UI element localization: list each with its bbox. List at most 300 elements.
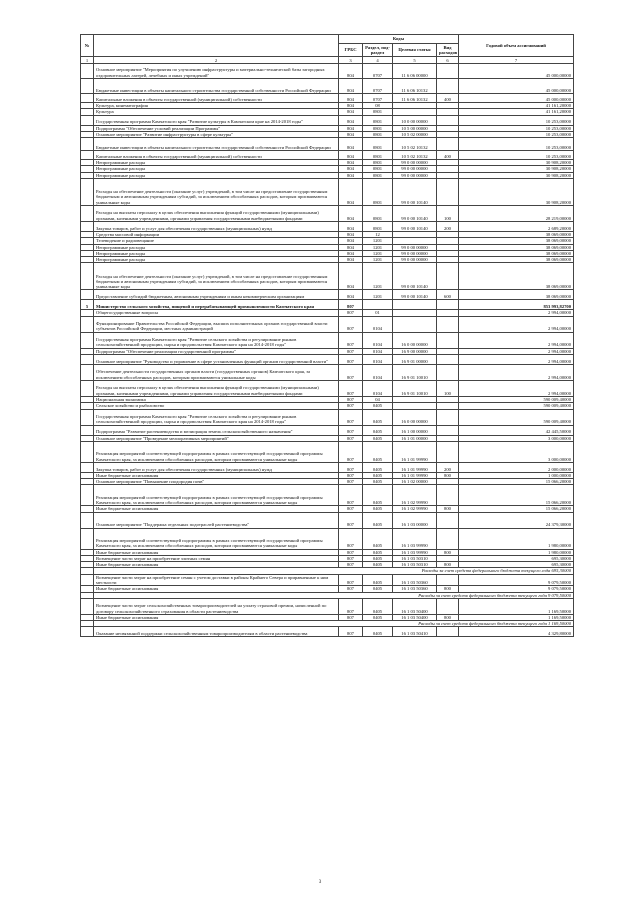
row-target-article: 10 5 02 10132 (393, 138, 437, 151)
table-row (81, 332, 574, 348)
row-section: 0801 (363, 138, 393, 151)
row-amount: 695,30000 (459, 562, 574, 568)
row-target-article: 99 0 00 00000 (393, 244, 437, 250)
table-row (81, 290, 574, 300)
header-expense-type: Вид расходов (437, 44, 459, 57)
row-target-article: 16 1 03 00000 (393, 512, 437, 528)
row-grbs: 807 (339, 627, 363, 637)
row-grbs: 804 (339, 244, 363, 250)
row-name: Государственная программа Камчатского края "Развитие культуры в Камчатском крае на 2014-2018 годы" (94, 115, 339, 125)
row-expense-type: 600 (437, 290, 459, 300)
row-amount: 1 980,00000 (459, 549, 574, 555)
row-number (81, 574, 94, 586)
row-section: 0707 (363, 79, 393, 94)
row-grbs: 807 (339, 586, 363, 592)
row-target-article: 99 0 00 10140 (393, 263, 437, 290)
row-amount: 1 169,50000 (459, 614, 574, 620)
row-section: 0405 (363, 627, 393, 637)
row-target-article: 11 6 06 10132 (393, 94, 437, 103)
header-codes: Коды (339, 35, 459, 44)
row-section: 0405 (363, 586, 393, 592)
row-grbs: 807 (339, 512, 363, 528)
table-row (81, 205, 574, 221)
row-number (81, 409, 94, 425)
header-section: Раздел, под-раздел (363, 44, 393, 57)
row-target-article: 16 1 01 99990 (393, 441, 437, 462)
row-amount: 28 219,00000 (459, 205, 574, 221)
row-target-article: 16 1 03 50310 (393, 555, 437, 561)
row-expense-type (437, 598, 459, 614)
row-expense-type: 400 (437, 94, 459, 103)
row-target-article: 11 6 06 00000 (393, 64, 437, 79)
row-section: 0405 (363, 409, 393, 425)
row-grbs: 804 (339, 64, 363, 79)
row-amount: 15 066,20000 (459, 479, 574, 485)
row-grbs: 804 (339, 231, 363, 237)
row-number (81, 364, 94, 380)
row-expense-type (437, 409, 459, 425)
row-section: 0104 (363, 332, 393, 348)
row-expense-type: 800 (437, 614, 459, 620)
row-target-article: 99 0 00 10140 (393, 221, 437, 231)
row-name: Иные бюджетные ассигнования (94, 549, 339, 555)
row-section: 0707 (363, 64, 393, 79)
header-target-article: Целевая статья (393, 44, 437, 57)
row-amount: 38 069,00000 (459, 238, 574, 244)
row-target-article: 99 0 00 00000 (393, 166, 437, 172)
row-grbs: 804 (339, 221, 363, 231)
table-body (81, 64, 574, 637)
row-expense-type (437, 263, 459, 290)
row-grbs: 807 (339, 348, 363, 354)
row-grbs: 804 (339, 125, 363, 131)
row-name: Непрограммные расходы (94, 244, 339, 250)
row-section: 0104 (363, 364, 393, 380)
row-name: Основное мероприятие "Проведение мелиоративных мероприятий" (94, 435, 339, 441)
row-target-article (393, 300, 437, 310)
row-expense-type (437, 354, 459, 364)
federal-budget-note: Расходы за счет средств федерального бюджета текущего года 9 079,50000 (94, 592, 574, 598)
row-grbs: 807 (339, 562, 363, 568)
row-target-article: 10 0 00 00000 (393, 115, 437, 125)
row-section: 1201 (363, 250, 393, 256)
row-expense-type: 800 (437, 586, 459, 592)
row-expense-type (437, 64, 459, 79)
row-amount: 24 379,30000 (459, 512, 574, 528)
row-amount: 10 253,00000 (459, 151, 574, 160)
row-amount: 2 994,00000 (459, 332, 574, 348)
row-number (81, 115, 94, 125)
row-name: Бюджетные инвестиции в объекты капитального строительства государственной собственности Российской Федерации (94, 79, 339, 94)
table-row (81, 598, 574, 614)
table-row (81, 300, 574, 310)
row-name: Непрограммные расходы (94, 166, 339, 172)
row-amount: 2 689,20000 (459, 221, 574, 231)
row-name: Расходы на выплаты персоналу в целях обеспечения выполнения функций государственными (муниципальными) органами, казенными учреждениями, органами управления государственными внебюджетными фондами (94, 380, 339, 396)
column-index: 2 (94, 57, 339, 64)
row-expense-type (437, 528, 459, 549)
row-section: 04 (363, 396, 393, 402)
row-amount: 1 169,50000 (459, 598, 574, 614)
row-section: 08 (363, 103, 393, 109)
column-index: 3 (339, 57, 363, 64)
row-amount: 41 161,20000 (459, 109, 574, 115)
table-row (81, 151, 574, 160)
row-number (81, 627, 94, 637)
row-number (81, 138, 94, 151)
row-grbs: 804 (339, 263, 363, 290)
column-index: 5 (393, 57, 437, 64)
row-target-article: 16 1 03 50310 (393, 562, 437, 568)
row-amount: 590 009,40000 (459, 409, 574, 425)
row-amount: 45 000,00000 (459, 64, 574, 79)
row-amount: 2 994,00000 (459, 316, 574, 332)
row-amount: 695,30000 (459, 555, 574, 561)
column-index: 6 (437, 57, 459, 64)
row-name: Обеспечение деятельности государственных органов власти (государственных органов) Камчатского края, за исключением обособленных расходов, которым присваиваются уникальные коды (94, 364, 339, 380)
row-name: Бюджетные инвестиции в объекты капитального строительства государственной собственности Российской Федерации (94, 138, 339, 151)
row-target-article: 16 9 01 10010 (393, 364, 437, 380)
row-target-article: 16 1 03 50410 (393, 627, 437, 637)
row-grbs: 804 (339, 166, 363, 172)
row-grbs: 804 (339, 250, 363, 256)
row-name: Основное мероприятие "Поддержка отдельных подотраслей растениеводства" (94, 512, 339, 528)
table-row (81, 462, 574, 472)
row-number (81, 64, 94, 79)
table-row (81, 115, 574, 125)
row-amount: 42 445,50000 (459, 425, 574, 435)
row-name: Возмещение части затрат на приобретение семян с учетом доставки в районы Крайнего Севера и приравненные к ним местности (94, 574, 339, 586)
row-amount: 4 329,80000 (459, 627, 574, 637)
row-grbs: 807 (339, 485, 363, 506)
row-section: 1201 (363, 263, 393, 290)
table-row (81, 574, 574, 586)
row-target-article: 16 1 01 99990 (393, 472, 437, 478)
row-grbs: 807 (339, 614, 363, 620)
row-name: Реализация мероприятий соответствующей подпрограммы в рамках соответствующей государственной программы Камчатского края, за исключением обособленных расходов, которым присваиваются уникальные коды (94, 441, 339, 462)
row-grbs: 804 (339, 205, 363, 221)
row-name: Расходы на обеспечение деятельности (оказание услуг) учреждений, в том числе на предоставление государственным бюджетным и автономным учреждениям субсидий, за исключением обособленных расходов, которым присваиваются уникальные коды (94, 178, 339, 205)
row-number (81, 425, 94, 435)
row-grbs: 807 (339, 425, 363, 435)
row-name: Подпрограмма "Обеспечение условий реализации Программы" (94, 125, 339, 131)
row-expense-type: 800 (437, 472, 459, 478)
row-expense-type: 100 (437, 380, 459, 396)
row-grbs: 807 (339, 364, 363, 380)
row-target-article: 16 1 03 99990 (393, 549, 437, 555)
row-section: 01 (363, 310, 393, 316)
row-name: Расходы на выплаты персоналу в целях обеспечения выполнения функций государственными (муниципальными) органами, казенными учреждениями, органами управления государственными внебюджетными фондами (94, 205, 339, 221)
row-amount: 38 069,00000 (459, 290, 574, 300)
table-row (81, 364, 574, 380)
row-number (81, 380, 94, 396)
table-row (81, 512, 574, 528)
table-row (81, 485, 574, 506)
row-grbs: 804 (339, 290, 363, 300)
column-index: 7 (459, 57, 574, 64)
row-amount: 10 253,00000 (459, 131, 574, 137)
row-amount: 1 980,00000 (459, 528, 574, 549)
row-target-article: 16 0 00 00000 (393, 332, 437, 348)
row-name: Функционирование Правительства Российской Федерации, высших исполнительных органов государственной власти субъектов Российской Федерации, местных администраций (94, 316, 339, 332)
row-grbs: 807 (339, 310, 363, 316)
row-target-article: 16 1 03 99990 (393, 528, 437, 549)
row-number (81, 598, 94, 614)
row-amount: 3 000,00000 (459, 435, 574, 441)
row-grbs: 804 (339, 109, 363, 115)
row-number (81, 151, 94, 160)
row-section: 0801 (363, 178, 393, 205)
row-grbs: 807 (339, 354, 363, 364)
row-grbs: 804 (339, 160, 363, 166)
row-expense-type (437, 627, 459, 637)
row-number (81, 332, 94, 348)
row-name: Иные бюджетные ассигнования (94, 562, 339, 568)
page-number: 3 (318, 880, 322, 885)
row-section: 0405 (363, 441, 393, 462)
row-expense-type (437, 332, 459, 348)
row-grbs: 804 (339, 178, 363, 205)
row-name: Реализация мероприятий соответствующей подпрограммы в рамках соответствующей государственной программы Камчатского края, за исключением обособленных расходов, которым присваиваются уникальные коды (94, 528, 339, 549)
row-amount: 30 908,20000 (459, 178, 574, 205)
row-grbs: 807 (339, 316, 363, 332)
row-grbs: 807 (339, 472, 363, 478)
row-section: 0405 (363, 472, 393, 478)
row-section: 0801 (363, 125, 393, 131)
row-number (81, 263, 94, 290)
row-name: Возмещение части затрат сельскохозяйственных товаропроизводителей на уплату страховой премии, начисленной по договору сельскохозяйственного страхования в области растениеводства (94, 598, 339, 614)
column-index: 1 (81, 57, 94, 64)
row-section: 0405 (363, 574, 393, 586)
table-row (81, 354, 574, 364)
row-target-article: 11 6 06 10132 (393, 79, 437, 94)
row-expense-type (437, 316, 459, 332)
row-grbs: 804 (339, 257, 363, 263)
row-target-article: 16 1 02 00000 (393, 479, 437, 485)
row-name: Основное мероприятие "Мероприятия по улучшению инфраструктуры и материально-технической базы загородных оздоровительных лагерей, лечебных и иных учреждений" (94, 64, 339, 79)
row-grbs: 807 (339, 555, 363, 561)
column-index: 4 (363, 57, 393, 64)
row-name: Общегосударственные вопросы (94, 310, 339, 316)
table-row (81, 409, 574, 425)
row-amount: 38 069,00000 (459, 263, 574, 290)
row-number (81, 485, 94, 506)
row-grbs: 804 (339, 172, 363, 178)
row-section: 0405 (363, 485, 393, 506)
row-name: Иные бюджетные ассигнования (94, 586, 339, 592)
row-amount: 590 009,40000 (459, 403, 574, 409)
row-number (81, 221, 94, 231)
row-section: 0104 (363, 316, 393, 332)
row-target-article (393, 316, 437, 332)
row-number (81, 94, 94, 103)
row-section: 0405 (363, 512, 393, 528)
row-amount: 10 253,00000 (459, 115, 574, 125)
table-row (81, 94, 574, 103)
row-expense-type (437, 512, 459, 528)
row-section: 0405 (363, 462, 393, 472)
row-amount: 2 994,00000 (459, 364, 574, 380)
row-section: 0405 (363, 598, 393, 614)
row-grbs: 807 (339, 409, 363, 425)
row-target-article: 99 0 00 10140 (393, 205, 437, 221)
row-amount: 10 253,00000 (459, 125, 574, 131)
row-name: Расходы на обеспечение деятельности (оказание услуг) учреждений, в том числе на предоставление государственным бюджетным и автономным учреждениям субсидий, за исключением обособленных расходов, которым присваиваются уникальные коды (94, 263, 339, 290)
row-section: 0405 (363, 528, 393, 549)
row-amount: 38 069,00000 (459, 257, 574, 263)
header-name (94, 35, 339, 57)
row-amount: 45 000,00000 (459, 79, 574, 94)
row-grbs: 807 (339, 549, 363, 555)
row-section: 1201 (363, 244, 393, 250)
row-expense-type (437, 300, 459, 310)
row-target-article: 16 9 01 00000 (393, 354, 437, 364)
row-number (81, 178, 94, 205)
row-amount: 15 066,20000 (459, 506, 574, 512)
row-section (363, 300, 393, 310)
row-amount: 38 069,00000 (459, 250, 574, 256)
row-grbs: 807 (339, 574, 363, 586)
row-section: 0801 (363, 131, 393, 137)
row-grbs: 804 (339, 79, 363, 94)
row-section: 0801 (363, 172, 393, 178)
row-section: 0405 (363, 562, 393, 568)
row-amount: 30 908,20000 (459, 166, 574, 172)
row-name: Культура, кинематография (94, 103, 339, 109)
row-section: 0801 (363, 115, 393, 125)
row-section: 0801 (363, 109, 393, 115)
row-name: Министерство сельского хозяйства, пищевой и перерабатывающей промышленности Камчатского края (94, 300, 339, 310)
row-expense-type: 100 (437, 205, 459, 221)
row-target-article: 10 5 00 00000 (393, 125, 437, 131)
row-expense-type: 400 (437, 151, 459, 160)
row-grbs: 804 (339, 138, 363, 151)
row-grbs: 807 (339, 598, 363, 614)
row-target-article: 16 1 03 50400 (393, 614, 437, 620)
row-target-article: 10 5 02 10132 (393, 151, 437, 160)
row-section: 1201 (363, 238, 393, 244)
row-grbs: 804 (339, 94, 363, 103)
row-section: 0801 (363, 160, 393, 166)
row-amount: 2 000,00000 (459, 462, 574, 472)
row-grbs: 807 (339, 403, 363, 409)
row-section: 0405 (363, 435, 393, 441)
row-amount: 2 994,00000 (459, 380, 574, 396)
row-grbs: 807 (339, 479, 363, 485)
table-row (81, 263, 574, 290)
row-expense-type (437, 425, 459, 435)
row-amount: 10 253,00000 (459, 138, 574, 151)
table-row (81, 380, 574, 396)
row-amount: 15 066,20000 (459, 485, 574, 506)
row-name: Национальная экономика (94, 396, 339, 402)
row-name: Государственная программа Камчатского края "Развитие сельского хозяйства и регулирование рынков сельскохозяйственной продукции, сырья и продовольствия Камчатского края на 2014-2018 годы" (94, 332, 339, 348)
column-index-row (81, 57, 574, 64)
row-name: Телевидение и радиовещание (94, 238, 339, 244)
row-expense-type (437, 138, 459, 151)
row-section: 0405 (363, 425, 393, 435)
row-target-article: 99 0 00 00000 (393, 257, 437, 263)
header-annual-volume: Годовой объем ассигнований (459, 35, 574, 57)
row-section: 0104 (363, 354, 393, 364)
row-name: Государственная программа Камчатского края "Развитие сельского хозяйства и регулирование рынков сельскохозяйственной продукции, сырья и продовольствия Камчатского края на 2014-2018 годы" (94, 409, 339, 425)
row-amount: 2 994,00000 (459, 310, 574, 316)
row-name: Иные бюджетные ассигнования (94, 506, 339, 512)
row-amount: 30 908,20000 (459, 172, 574, 178)
row-name: Капитальные вложения в объекты государственной (муниципальной) собственности (94, 151, 339, 160)
row-target-article: 16 1 01 00000 (393, 435, 437, 441)
row-number (81, 441, 94, 462)
row-number (81, 528, 94, 549)
budget-table (80, 34, 574, 637)
row-name: Основное мероприятие "Повышение плодородия почв" (94, 479, 339, 485)
row-section: 0801 (363, 151, 393, 160)
row-target-article: 99 0 00 10140 (393, 290, 437, 300)
row-grbs: 807 (339, 435, 363, 441)
row-number (81, 462, 94, 472)
table-row (81, 627, 574, 637)
row-name: Средства массовой информации (94, 231, 339, 237)
row-grbs: 807 (339, 506, 363, 512)
row-target-article: 16 1 01 99990 (393, 462, 437, 472)
row-grbs: 804 (339, 131, 363, 137)
row-name: Возмещение части затрат на приобретение элитных семян (94, 555, 339, 561)
row-section: 0405 (363, 614, 393, 620)
row-name: Сельское хозяйство и рыболовство (94, 403, 339, 409)
row-target-article: 16 1 00 00000 (393, 425, 437, 435)
row-amount: 30 908,20000 (459, 160, 574, 166)
table-row (81, 316, 574, 332)
row-section: 0405 (363, 403, 393, 409)
row-section: 0801 (363, 221, 393, 231)
row-grbs: 807 (339, 396, 363, 402)
federal-budget-note: Расходы за счет средств федерального бюджета текущего года 695,30000 (94, 568, 574, 574)
row-expense-type: 800 (437, 506, 459, 512)
row-name: Оказание несвязанной поддержки сельскохозяйственным товаропроизводителям в области растениеводства (94, 627, 339, 637)
row-section: 0104 (363, 380, 393, 396)
row-target-article: 16 1 03 50360 (393, 574, 437, 586)
row-name: Подпрограмма "Развитие растениеводства и мелиорация земель сельскохозяйственного назначения" (94, 425, 339, 435)
row-target-article: 16 1 02 99990 (393, 485, 437, 506)
row-section: 0707 (363, 94, 393, 103)
row-grbs: 807 (339, 528, 363, 549)
row-name: Культура (94, 109, 339, 115)
table-row (81, 178, 574, 205)
header-grbs: ГРБС (339, 44, 363, 57)
row-amount: 590 009,40000 (459, 396, 574, 402)
row-name: Непрограммные расходы (94, 172, 339, 178)
row-name: Капитальные вложения в объекты государственной (муниципальной) собственности (94, 94, 339, 103)
row-expense-type (437, 79, 459, 94)
row-grbs: 807 (339, 300, 363, 310)
row-grbs: 807 (339, 441, 363, 462)
row-number (81, 316, 94, 332)
row-expense-type (437, 574, 459, 586)
row-expense-type (437, 115, 459, 125)
federal-budget-note: Расходы за счет средств федерального бюджета текущего года 1 169,50000 (94, 621, 574, 627)
row-target-article: 99 0 00 00000 (393, 250, 437, 256)
row-target-article: 16 1 02 99990 (393, 506, 437, 512)
row-number (81, 512, 94, 528)
table-row (81, 441, 574, 462)
row-name: Основное мероприятие "Руководство и управление в сфере установленных функций органов государственной власти" (94, 354, 339, 364)
row-expense-type (437, 441, 459, 462)
row-section: 0104 (363, 348, 393, 354)
row-amount: 38 069,00000 (459, 244, 574, 250)
row-expense-type: 800 (437, 562, 459, 568)
row-grbs: 804 (339, 238, 363, 244)
row-name: Закупка товаров, работ и услуг для обеспечения государственных (муниципальных) нужд (94, 462, 339, 472)
